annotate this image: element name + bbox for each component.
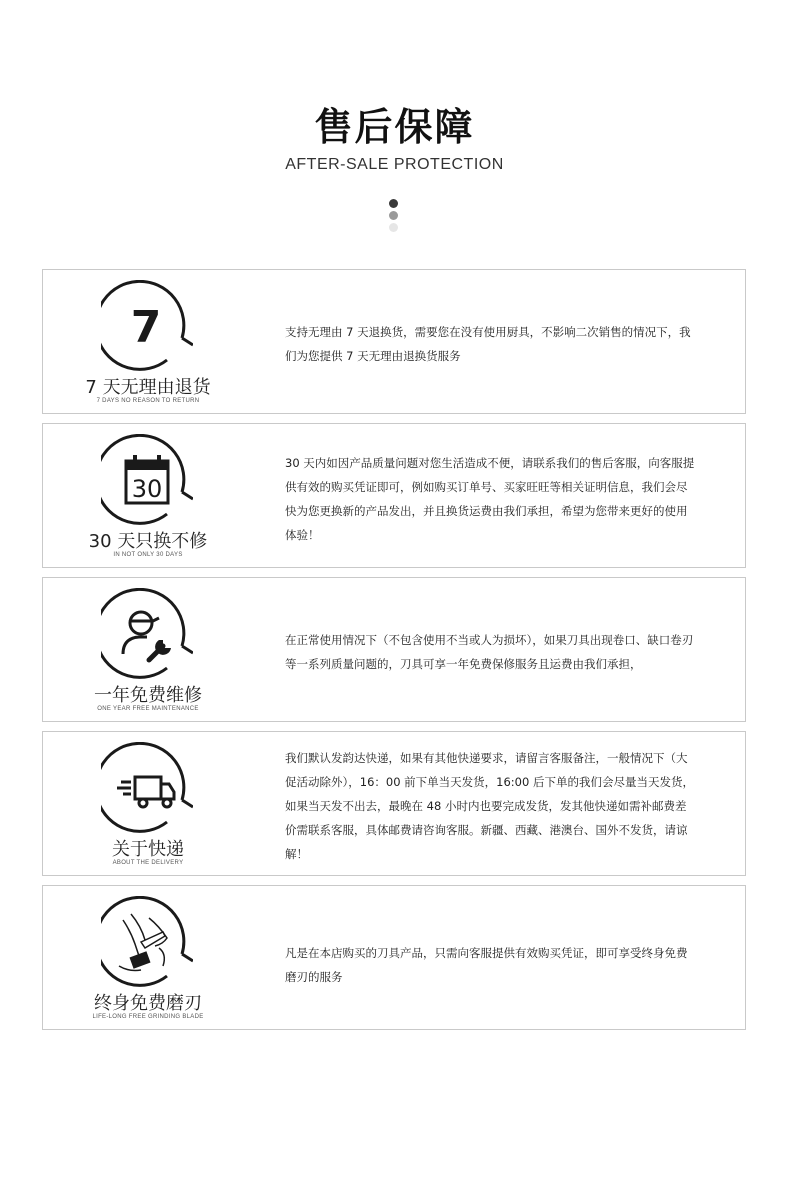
card-description: 30 天内如因产品质量问题对您生活造成不便，请联系我们的售后客服，向客服提供有效的购买凭证即可，例如购买订单号、买家旺旺等相关证明信息，我们会尽快为您更换新的产品发出，并且换货运费由我们承担，希望为您带来更好的使用体验！ <box>285 456 695 542</box>
card-label: 7 天无理由退货 <box>85 377 211 398</box>
page-title: 售后保障 <box>314 105 475 149</box>
service-card-return <box>42 269 746 414</box>
card-description: 在正常使用情况下（不包含使用不当或人为损坏），如果刀具出现卷口、缺口卷刃等一系列质量问题的，刀具可享一年免费保修服务且运费由我们承担， <box>285 633 694 671</box>
service-card-exchange <box>42 423 746 568</box>
service-card-repair <box>42 577 746 722</box>
repair-person-wrench-icon <box>101 588 193 680</box>
card-description: 凡是在本店购买的刀具产品，只需向客服提供有效购买凭证，即可享受终身免费磨刃的服务 <box>285 946 688 984</box>
card-label: 关于快递 <box>112 839 184 860</box>
decorative-dots <box>389 199 399 235</box>
dot-mid <box>389 211 398 220</box>
dot-light <box>389 223 398 232</box>
dot-dark <box>389 199 398 208</box>
calendar-30-icon <box>101 434 193 526</box>
card-sublabel: IN NOT ONLY 30 DAYS <box>113 552 183 558</box>
number-7-icon <box>101 280 193 372</box>
card-label: 终身免费磨刃 <box>94 993 202 1014</box>
card-description: 支持无理由 7 天退换货，需要您在没有使用厨具，不影响二次销售的情况下，我们为您提供 7 天无理由退换货服务 <box>285 325 691 363</box>
card-label: 一年免费维修 <box>94 685 202 706</box>
card-description: 我们默认发韵达快递，如果有其他快递要求，请留言客服备注，一般情况下（大促活动除外），16：00 前下单当天发货，16:00 后下单的我们会尽量当天发货，如果当天发不出去，最晚在 48 小时内也要完成发货，发其他快递如需补邮费差价需联系客服，具体邮费请咨询客服。新疆、西藏、港澳台、国外不发货，请谅解！ <box>285 751 694 861</box>
service-card-delivery <box>42 731 746 876</box>
service-card-sharpening <box>42 885 746 1030</box>
card-sublabel: LIFE-LONG FREE GRINDING BLADE <box>92 1014 204 1020</box>
card-sublabel: 7 DAYS NO REASON TO RETURN <box>96 398 200 404</box>
page-subtitle: AFTER-SALE PROTECTION <box>285 156 504 173</box>
delivery-truck-icon <box>101 742 193 834</box>
hands-sharpening-knife-icon <box>101 896 193 988</box>
card-label: 30 天只换不修 <box>88 531 208 552</box>
card-sublabel: ABOUT THE DELIVERY <box>112 860 184 866</box>
card-sublabel: ONE YEAR FREE MAINTENANCE <box>97 706 199 712</box>
icon-7-number: 7 <box>130 302 162 353</box>
calendar-number: 30 <box>131 475 163 503</box>
